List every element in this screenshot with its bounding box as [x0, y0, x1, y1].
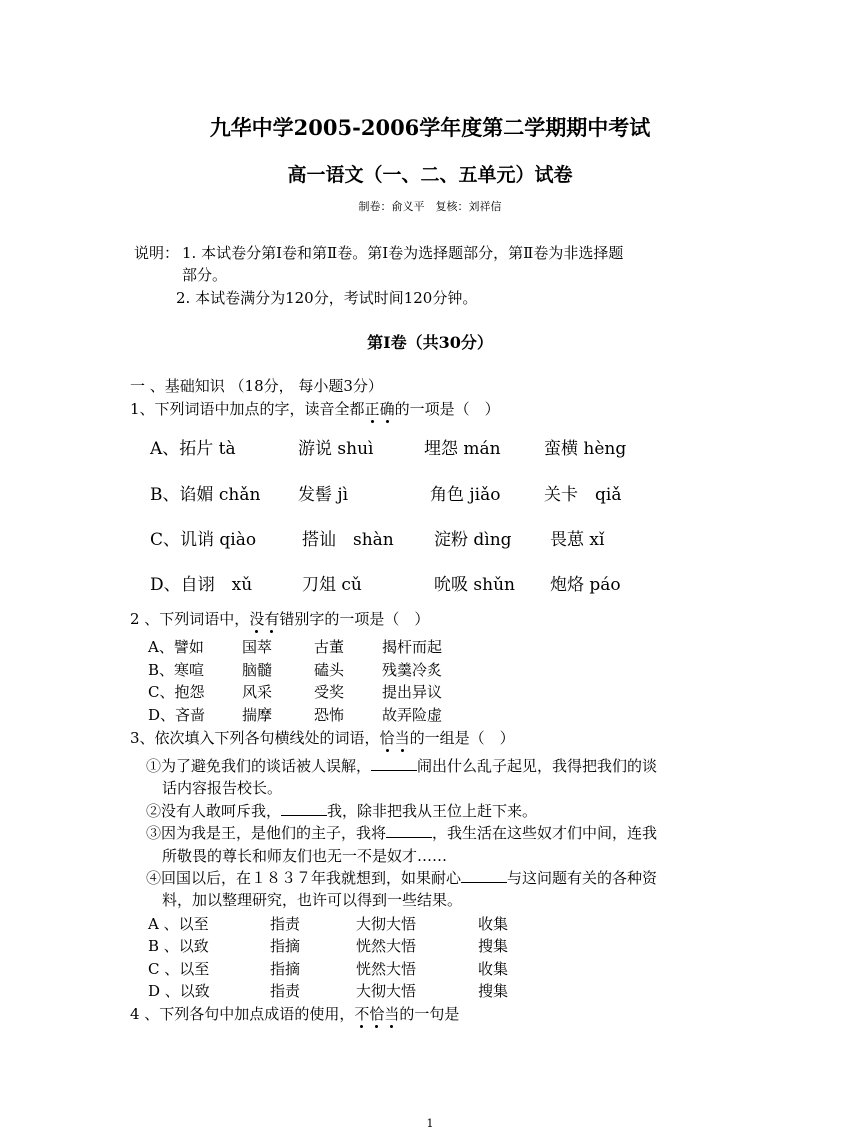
question-3-sentence-3-cont: 所敬畏的尊长和师友们也无一不是奴才…… — [162, 847, 448, 865]
credits: 制卷：俞义平 复核：刘祥信 — [358, 200, 502, 213]
question-3-sentence-4: ④回国以后，在１８３７年我就想到，如果耐心 与这问题有关的各种资 — [146, 869, 658, 887]
question-3-sentence-4-cont: 料，加以整理研究，也许可以得到一些结果。 — [162, 891, 463, 909]
instruction-1-cont: 部分。 — [182, 266, 228, 284]
exam-title: 九华中学2005-2006学年度第二学期期中考试 — [209, 115, 651, 140]
question-3-sentence-2: ②没有人敢呵斥我， 我，除非把我从王位上赶下来。 — [146, 802, 538, 820]
instruction-1: 1. 本试卷分第Ⅰ卷和第Ⅱ卷。第Ⅰ卷为选择题部分，第Ⅱ卷为非选择题 — [182, 244, 624, 262]
question-3-sentence-3: ③因为我是王，是他们的主子，我将 ，我生活在这些奴才们中间，连我 — [146, 824, 658, 842]
question-3-stem: 3、依次填入下列各句横线处的词语，恰当的一组是（ ） — [130, 729, 515, 747]
question-3-sentence-1: ①为了避免我们的谈话被人误解， 闹出什么乱子起见，我得把我们的谈 — [146, 757, 658, 775]
question-4-stem: 4 、下列各句中加点成语的使用，不恰当的一句是 — [130, 1005, 460, 1023]
instructions-label: 说明： — [134, 244, 180, 262]
question-2-stem: 2 、下列词语中，没有错别字的一项是（ ） — [130, 610, 430, 628]
page-number: 1 — [426, 1117, 434, 1130]
instruction-2: 2. 本试卷满分为120分，考试时间120分钟。 — [176, 289, 478, 307]
exam-subtitle: 高一语文（一、二、五单元）试卷 — [287, 164, 573, 186]
question-1-stem: 1、下列词语中加点的字，读音全都正确的一项是（ ） — [130, 400, 500, 418]
section-title: 第Ⅰ卷（共30分） — [367, 333, 493, 352]
question-3-sentence-1-cont: 话内容报告校长。 — [162, 779, 283, 797]
part-heading: 一 、基础知识 （18分， 每小题3分） — [130, 377, 383, 395]
